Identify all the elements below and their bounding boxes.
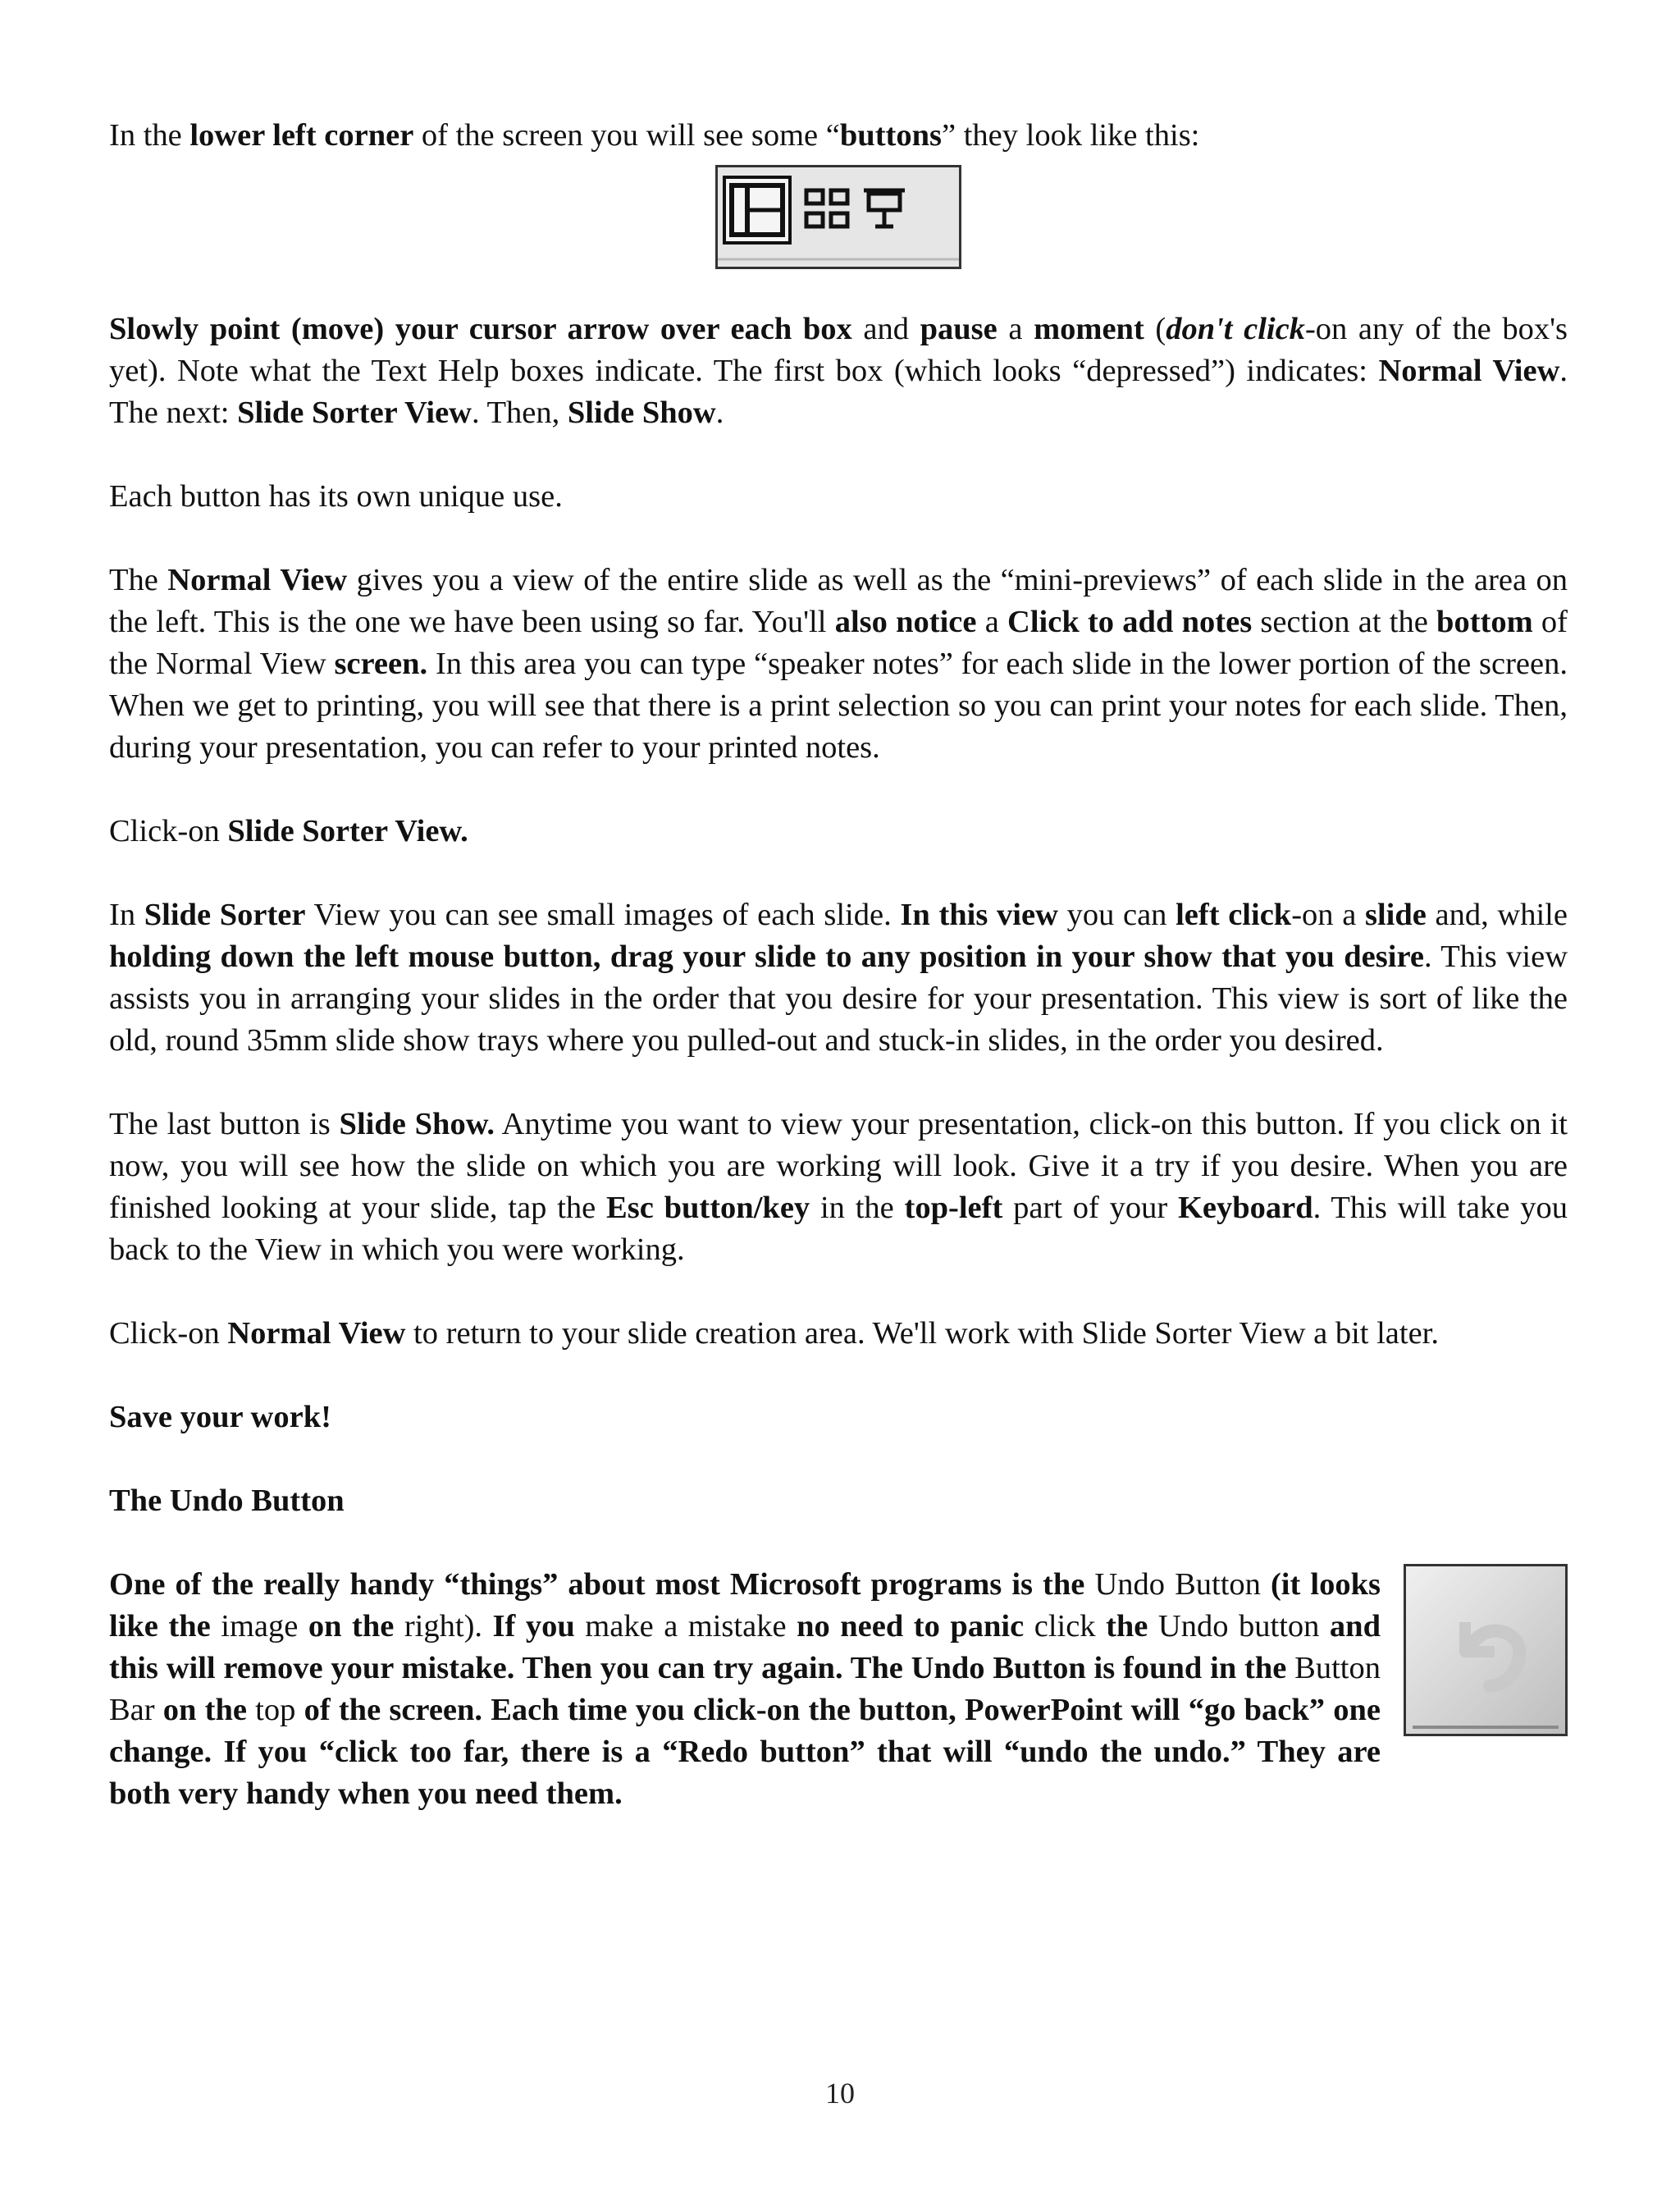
normal-view-icon [724, 177, 790, 243]
paragraph-slide-sorter: In Slide Sorter View you can see small images of each slide. In this view you can left click-on a slide and, while holding down the left mouse button, drag your slide to any position in your show that you desire. This view assists you in arranging your slides in the order that you desire for your presentation. This view is sort of like the old, round 35mm slide show trays where you pulled-out and stuck-in slides, in the order you desired. [109, 898, 1568, 1058]
paragraph-normal-view: The Normal View gives you a view of the entire slide as well as the “mini-previews” of each slide in the area on the left. This is the one we have been using so far. You'll also notice a Click to add notes section at the bottom of the Normal View screen. In this area you can type “speaker notes” for each slide in the lower portion of the screen. When we get to printing, you will see that there is a print selection so you can print your notes for each slide. Then, during your presentation, you can refer to your printed notes. [109, 563, 1568, 765]
heading-undo-button: The Undo Button [109, 1484, 345, 1518]
paragraph-lower-left-corner: In the lower left corner of the screen you will see some “buttons” they look like this: [109, 118, 1200, 153]
undo-icon [1406, 1566, 1565, 1734]
paragraph-click-slide-sorter: Click-on Slide Sorter View. [109, 814, 468, 848]
paragraph-slowly-point: Slowly point (move) your cursor arrow over each box and pause a moment (don't click-on any of the box's yet). Note what the Text Help boxes indicate. The first box (which looks “depressed”) indicates: Normal View. The next: Slide Sorter View. Then, Slide Show. [109, 312, 1568, 430]
paragraph-slide-show: The last button is Slide Show. Anytime you want to view your presentation, click-on this button. If you click on it now, you will see how the slide on which you are working will look. Give it a try if you desire. When you are finished looking at your slide, tap the Esc button/key in the top-left part of your Keyboard. This will take you back to the View in which you were working. [109, 1107, 1568, 1267]
paragraph-return-normal-view: Click-on Normal View to return to your slide creation area. We'll work with Slide Sorter View a bit later. [109, 1316, 1439, 1351]
undo-button-image [1404, 1564, 1568, 1736]
paragraph-undo-button: One of the really handy “things” about most Microsoft programs is the Undo Button (it looks like the image on the right). If you make a mistake no need to panic click the Undo button and this will remove your mistake. Then you can try again. The Undo Button is found in the Button Bar on the top of the screen. Each time you click-on the button, PowerPoint will “go back” one change. If you “click too far, there is a “Redo button” that will “undo the undo.” They are both very handy when you need them. [109, 1564, 1568, 1815]
slide-sorter-view-icon [806, 190, 847, 226]
paragraph-save-your-work: Save your work! [109, 1400, 331, 1434]
page-content [109, 115, 1568, 1857]
view-buttons-image [715, 165, 961, 269]
slide-show-icon [864, 190, 905, 226]
paragraph-unique-use: Each button has its own unique use. [109, 479, 563, 514]
page-number: 10 [825, 2077, 855, 2110]
